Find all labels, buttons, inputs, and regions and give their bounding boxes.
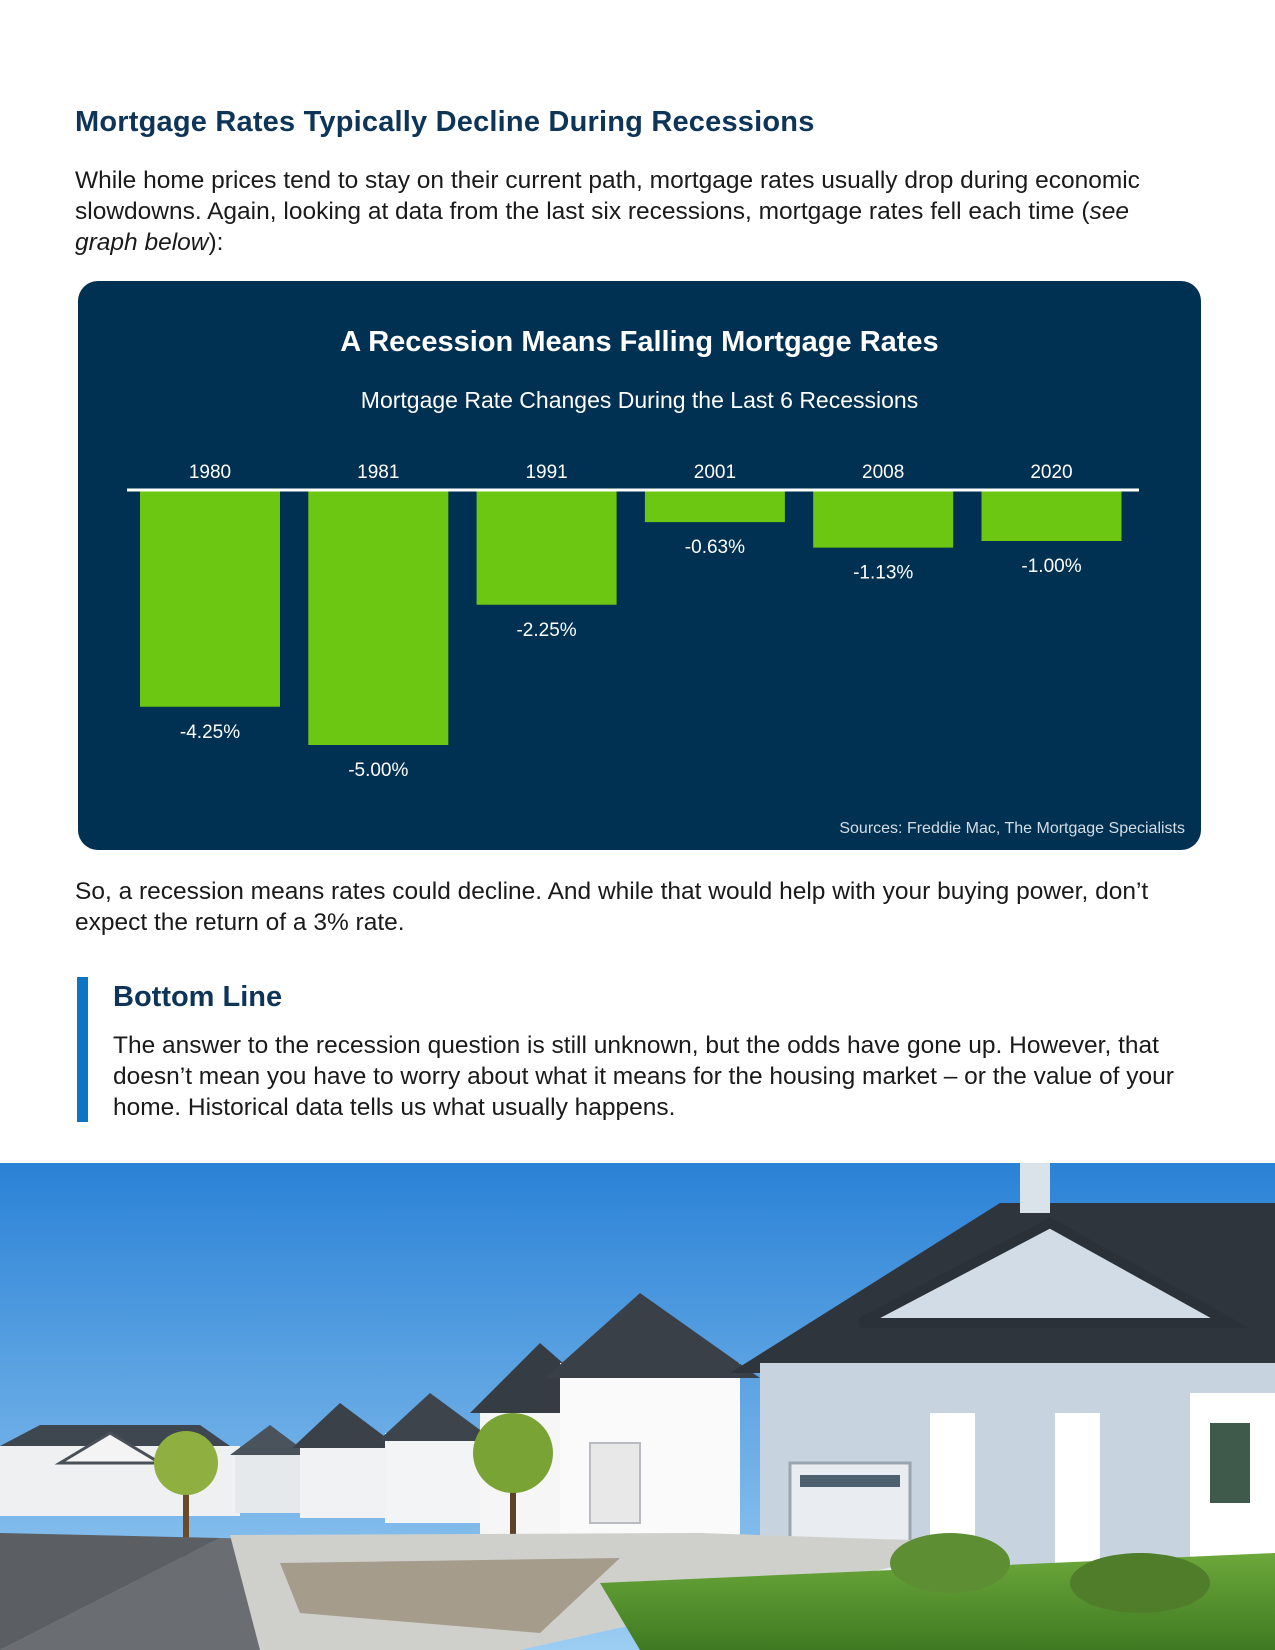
intro-text: While home prices tend to stay on their current path, mortgage rates usually drop during economic slowdowns. Again, looking at data from the last six recessions, mortgage rates fell each time ( bbox=[75, 167, 1140, 225]
tick-label-1991: 1991 bbox=[525, 462, 568, 483]
value-label-1981: -5.00% bbox=[348, 760, 409, 781]
intro-italic-text: see graph below bbox=[75, 198, 1130, 256]
bar-2008 bbox=[813, 490, 953, 548]
intro-text-end: ): bbox=[208, 229, 224, 256]
chart-title: A Recession Means Falling Mortgage Rates bbox=[340, 326, 939, 358]
bar-1981 bbox=[308, 490, 448, 745]
bottom-line-text: The answer to the recession question is still unknown, but the odds have gone up. However, that doesn’t mean you have to worry about what it means for the housing market – or the value of your home. Historical data tells us what usually happens. bbox=[113, 1032, 1174, 1121]
tick-label-1981: 1981 bbox=[357, 462, 400, 483]
tick-label-2020: 2020 bbox=[1030, 462, 1073, 483]
bar-2020 bbox=[982, 490, 1122, 541]
chart-source: Sources: Freddie Mac, The Mortgage Specialists bbox=[839, 820, 1185, 837]
followup-paragraph: So, a recession means rates could decline. And while that would help with your buying power, don’t expect the return of a 3% rate. bbox=[75, 878, 1149, 936]
intro-paragraph bbox=[75, 165, 1195, 258]
tick-label-2008: 2008 bbox=[862, 462, 905, 483]
value-label-2008: -1.13% bbox=[853, 562, 914, 584]
value-label-1980: -4.25% bbox=[179, 721, 241, 743]
value-label-2001: -0.63% bbox=[684, 537, 746, 559]
bar-2001 bbox=[645, 490, 785, 522]
bottom-line-title: Bottom Line bbox=[113, 981, 283, 1013]
chart-subtitle: Mortgage Rate Changes During the Last 6 Recessions bbox=[360, 387, 919, 413]
bar-chart bbox=[78, 281, 1201, 850]
bar-1991 bbox=[477, 490, 617, 605]
tick-label-2001: 2001 bbox=[693, 462, 737, 483]
house-photo bbox=[0, 1163, 1275, 1650]
neighborhood-image bbox=[0, 1163, 1275, 1650]
tick-label-1980: 1980 bbox=[188, 462, 232, 483]
chart-card bbox=[78, 281, 1201, 850]
value-label-1991: -2.25% bbox=[516, 619, 577, 641]
section-heading: Mortgage Rates Typically Decline During Recessions bbox=[75, 106, 815, 138]
callout-accent-bar bbox=[77, 977, 88, 1122]
value-label-2020: -1.00% bbox=[1021, 556, 1082, 577]
bar-1980 bbox=[140, 490, 280, 707]
